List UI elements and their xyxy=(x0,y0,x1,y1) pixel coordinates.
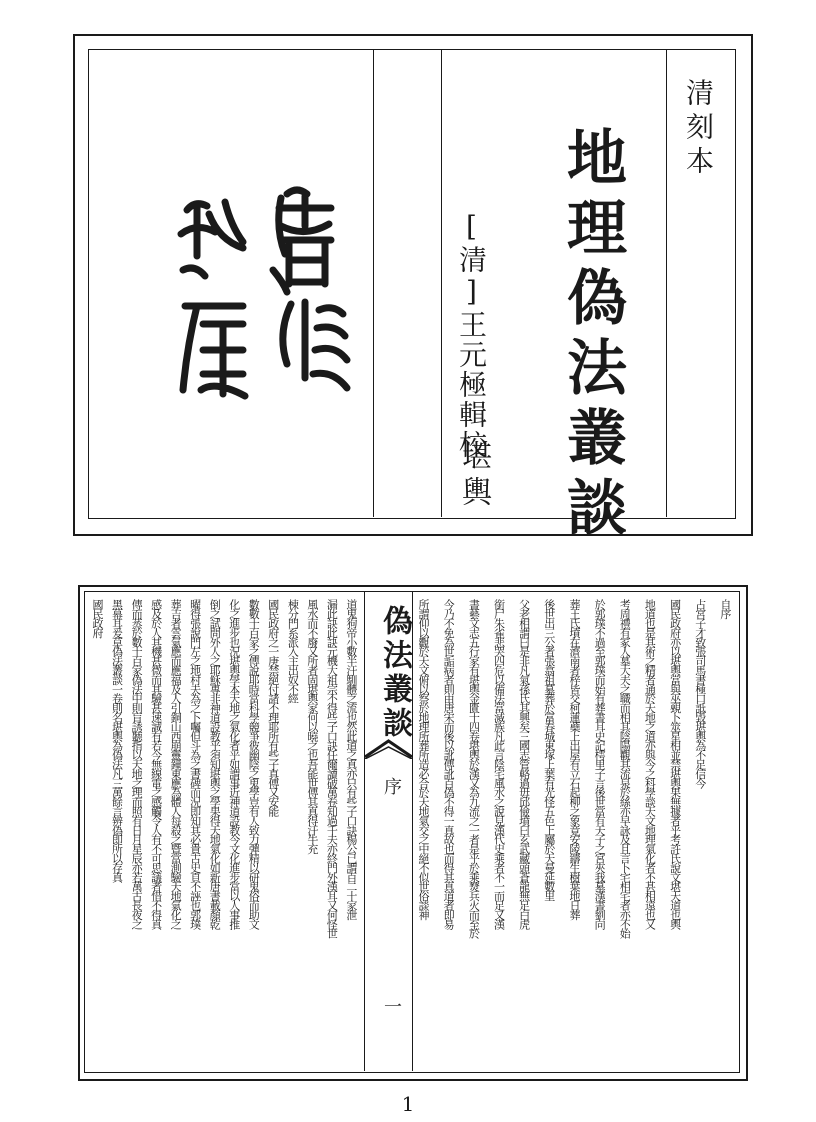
preface-column: 自序 xyxy=(718,599,732,618)
fold-page-number: 一 xyxy=(381,997,402,1015)
preface-text-right xyxy=(416,599,732,1067)
preface-column: 國民政府亦以堪輿當與巫覡卜筮星相並禁堪輿果無據者乎考許氏說文堪天道也輿 xyxy=(668,599,682,929)
preface-column: 所謂仰以觀於天文俯以察於地理所葬所造必合於天地氣交之中絕不似世俗談神 xyxy=(417,599,430,919)
cover-divider xyxy=(666,49,667,517)
edition-label: 清刻本 xyxy=(682,78,715,180)
preface-column: 葬吉者雲氣應而應福及人引銅山西崩靈鐘東應為體人每殺之暨當測驗天地氣化之 xyxy=(169,599,183,929)
preface-column: 地道也是其術之精者通於天地之道亦與今之科學談天文地理氣化者不甚相遠也又 xyxy=(643,599,657,929)
preface-column: 化之進步也況堪輿學本天地之氣化者乎如謂事近神道設教今文化進步當以人事推 xyxy=(227,599,241,929)
preface-column: 傳而蒸於數十百家偽法中則盲誘聽指以天地之理而照有日月星辰亦若萬古長夜之 xyxy=(130,599,144,929)
preface-column: 占宮子才致張司馬書極口詆毀堪輿為不足信今 xyxy=(693,599,707,788)
seal-script-calligraphy xyxy=(169,174,359,404)
preface-column: 數數十百家之傳說耶時當科學競爭彼幽陰之鬼學豈有人致力彈精以研鬼俗而助文 xyxy=(247,599,261,929)
preface-column: 曜得張說門左之地村夫為之卜囑但斗為之書碑而況即知其必貴古史頁不誣也郭璞 xyxy=(188,599,202,929)
preface-page xyxy=(78,585,748,1081)
preface-column: 葬王氏墳在濟南者梓皆交柯蓮蘗上出屋有立石起柳之象竟安陵鑄生樹葉地日葬 xyxy=(567,599,581,919)
preface-column: 父老相謂曰是非凡氣孫氏其興矣三國志管輅過毋邱儉墳曰玄武藏頭蒼龍無足白虎 xyxy=(517,599,531,929)
fold-line xyxy=(364,591,365,1071)
preface-column: 黑幕耳爰草偽法叢談一卷則名堪輿為偽法凡三萬餘言辨偽即所以存真 xyxy=(110,599,124,882)
preface-column: 後世出三公者張翕祖墓葬於富春城東塚上葉有光怪五色上屬於天曼延數里 xyxy=(542,599,556,900)
fold-section: 序 xyxy=(381,777,402,795)
preface-column: 棟分門系派入主出奴不經 xyxy=(286,599,300,703)
preface-column: 感及於人其機甚微而其驗甚速誠有若今無線電之感觸令人有不可思議者惜不得真 xyxy=(149,599,163,929)
cover-divider xyxy=(441,49,442,517)
preface-text-left xyxy=(90,599,358,1067)
fold-title: 偽法叢談 xyxy=(377,605,412,741)
cover-divider xyxy=(373,49,374,517)
preface-column: 漏此訣此訣元機大祖宗不得些子口訣任爾讀破萬卷知過千夫亦終門外漢耳又何怪世 xyxy=(325,599,339,938)
preface-column: 書藝文志五行家有堪輿金匱十四卷堪輿於漢又為九流之一者是乎於乘燹兵火而至於 xyxy=(467,599,481,938)
book-title: 地理偽法叢談 xyxy=(557,126,627,546)
preface-column: 於郭璞不過至郭璞而始有葬書耳史記樗里子言後世當有天子之宮夾我墓漢書劉向 xyxy=(593,599,607,929)
series-label: 堪輿 xyxy=(456,440,491,512)
author-line: [清]王元極輯校 xyxy=(455,210,488,460)
fish-tail-mark xyxy=(365,737,412,759)
preface-column: 今乃不免為世詬病者則由唐宋而後以訛傳訛百偽不得一真故也而得其真道者即易 xyxy=(442,599,456,929)
preface-column: 國民政府 xyxy=(91,599,104,637)
cover-page xyxy=(73,34,753,546)
page-number: 1 xyxy=(401,1092,415,1116)
preface-column: 考周禮有冢人墓大夫之職而相其陰陽觀其流泉於絲亦早詠及且言卜宅相宅者亦不始 xyxy=(618,599,632,938)
preface-column: 銜尸朱雀悲哭四危以備法當滅族凡此言陰宅風水之說見漢代史乘者不一而足又漢 xyxy=(492,599,506,929)
preface-column: 國民政府之一庚禁絕付諸不理耶所有些子真傳又安能 xyxy=(266,599,280,816)
preface-column: 倒之試問外人之耶穌專非神道設教乎須知堪輿之學果得天地氣化如新唐書載顏乾 xyxy=(208,599,222,929)
preface-column: 道鬼狗帝小數半汙馴體之流也然此道之真亦只有些子口訣楊公已謂百二十家泄 xyxy=(344,599,358,919)
preface-column: 風水而不廢又所者固堪輿家何以曉之也吾能世傳其真得汗牛充 xyxy=(305,599,319,853)
